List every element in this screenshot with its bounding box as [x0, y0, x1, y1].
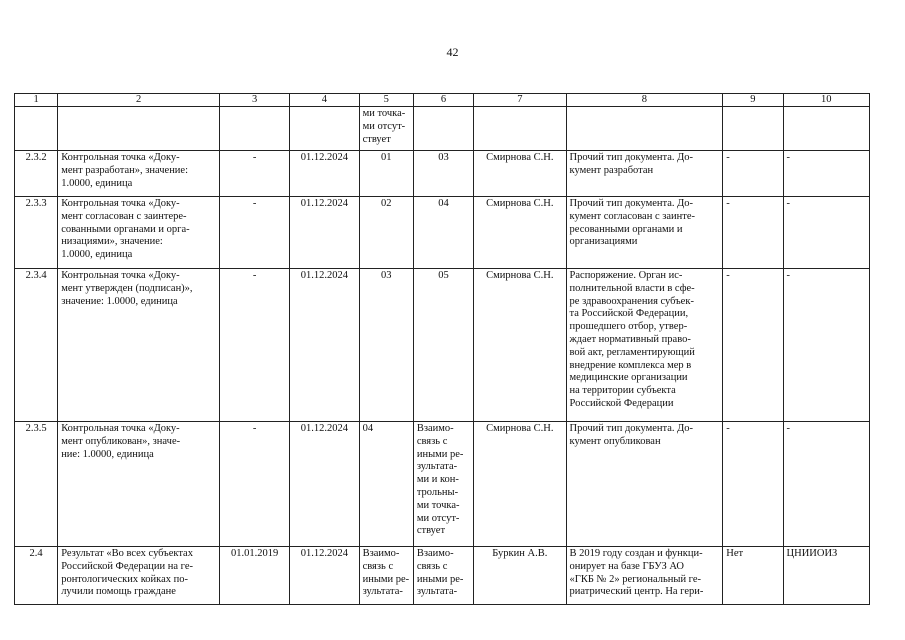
- row-col6: [413, 107, 473, 151]
- row-responsible: Смирнова С.Н.: [474, 151, 566, 197]
- row-name: Результат «Во всех субъектах Российской Федерации на ге- ронтологических койках по- лучили помощь граждане: [58, 547, 220, 605]
- row-responsible: Смирнова С.Н.: [474, 197, 566, 269]
- row-start-date: -: [219, 269, 289, 422]
- row-col5: 01: [359, 151, 413, 197]
- row-col9: [723, 107, 783, 151]
- header-cell-7: 7: [474, 94, 566, 107]
- row-end-date: 01.12.2024: [290, 269, 359, 422]
- row-col9: Нет: [723, 547, 783, 605]
- row-description: [566, 107, 723, 151]
- row-col10: [783, 107, 869, 151]
- row-col6: Взаимо- связь с иными ре- зультата-: [413, 547, 473, 605]
- row-number: 2.3.5: [15, 422, 58, 547]
- row-number: 2.3.4: [15, 269, 58, 422]
- header-cell-3: 3: [219, 94, 289, 107]
- header-cell-4: 4: [290, 94, 359, 107]
- table-row: [15, 547, 870, 605]
- row-description: В 2019 году создан и функци- онирует на базе ГБУЗ АО «ГКБ № 2» региональный ге- риатрический центр. На гери-: [566, 547, 723, 605]
- header-cell-9: 9: [723, 94, 783, 107]
- row-responsible: [474, 107, 566, 151]
- row-number: 2.3.3: [15, 197, 58, 269]
- row-start-date: -: [219, 422, 289, 547]
- row-start-date: 01.01.2019: [219, 547, 289, 605]
- row-responsible: Буркин А.В.: [474, 547, 566, 605]
- row-end-date: [290, 107, 359, 151]
- row-end-date: 01.12.2024: [290, 197, 359, 269]
- row-responsible: Смирнова С.Н.: [474, 269, 566, 422]
- row-col5: Взаимо- связь с иными ре- зультата-: [359, 547, 413, 605]
- row-name: [58, 107, 220, 151]
- header-cell-6: 6: [413, 94, 473, 107]
- row-name: Контрольная точка «Доку- мент согласован с заинтере- сованными органами и орга- низациями», значение: 1.0000, единица: [58, 197, 220, 269]
- row-name: Контрольная точка «Доку- мент утвержден (подписан)», значение: 1.0000, единица: [58, 269, 220, 422]
- row-col5: ми точка- ми отсут- ствует: [359, 107, 413, 151]
- row-col6: 04: [413, 197, 473, 269]
- row-number: 2.3.2: [15, 151, 58, 197]
- row-number: 2.4: [15, 547, 58, 605]
- row-description: Распоряжение. Орган ис- полнительной власти в сфе- ре здравоохранения субъек- та Российской Федерации, прошедшего отбор, утвер- ждает нормативный право- вой акт, регламентирующий внедрение комплекса мер в медицинские организации на территории субъекта Российской Федерации: [566, 269, 723, 422]
- row-col5: 03: [359, 269, 413, 422]
- row-col9: -: [723, 197, 783, 269]
- header-row: [15, 94, 870, 107]
- row-col10: -: [783, 197, 869, 269]
- row-end-date: 01.12.2024: [290, 422, 359, 547]
- table-row: [15, 107, 870, 151]
- header-cell-10: 10: [783, 94, 869, 107]
- row-col6: 05: [413, 269, 473, 422]
- row-description: Прочий тип документа. До- кумент разработан: [566, 151, 723, 197]
- row-col9: -: [723, 269, 783, 422]
- row-col5: 04: [359, 422, 413, 547]
- row-end-date: 01.12.2024: [290, 547, 359, 605]
- row-number: [15, 107, 58, 151]
- row-name: Контрольная точка «Доку- мент опубликован», значе- ние: 1.0000, единица: [58, 422, 220, 547]
- row-col9: -: [723, 151, 783, 197]
- header-cell-5: 5: [359, 94, 413, 107]
- row-start-date: -: [219, 197, 289, 269]
- row-description: Прочий тип документа. До- кумент согласован с заинте- ресованными органами и организациями: [566, 197, 723, 269]
- page-number: 42: [446, 45, 459, 59]
- row-col6: Взаимо- связь с иными ре- зультата- ми и кон- трольны- ми точка- ми отсут- ствует: [413, 422, 473, 547]
- row-col9: -: [723, 422, 783, 547]
- row-responsible: Смирнова С.Н.: [474, 422, 566, 547]
- row-name: Контрольная точка «Доку- мент разработан», значение: 1.0000, единица: [58, 151, 220, 197]
- row-col10: -: [783, 269, 869, 422]
- row-col6: 03: [413, 151, 473, 197]
- row-col5: 02: [359, 197, 413, 269]
- row-end-date: 01.12.2024: [290, 151, 359, 197]
- row-description: Прочий тип документа. До- кумент опубликован: [566, 422, 723, 547]
- header-cell-1: 1: [15, 94, 58, 107]
- table-row: [15, 422, 870, 547]
- row-col10: -: [783, 151, 869, 197]
- row-start-date: [219, 107, 289, 151]
- row-col10: ЦНИИОИЗ: [783, 547, 869, 605]
- header-cell-8: 8: [566, 94, 723, 107]
- table-row: [15, 197, 870, 269]
- header-cell-2: 2: [58, 94, 220, 107]
- table-row: [15, 269, 870, 422]
- row-start-date: -: [219, 151, 289, 197]
- plan-table: [14, 93, 870, 605]
- table-row: [15, 151, 870, 197]
- row-col10: -: [783, 422, 869, 547]
